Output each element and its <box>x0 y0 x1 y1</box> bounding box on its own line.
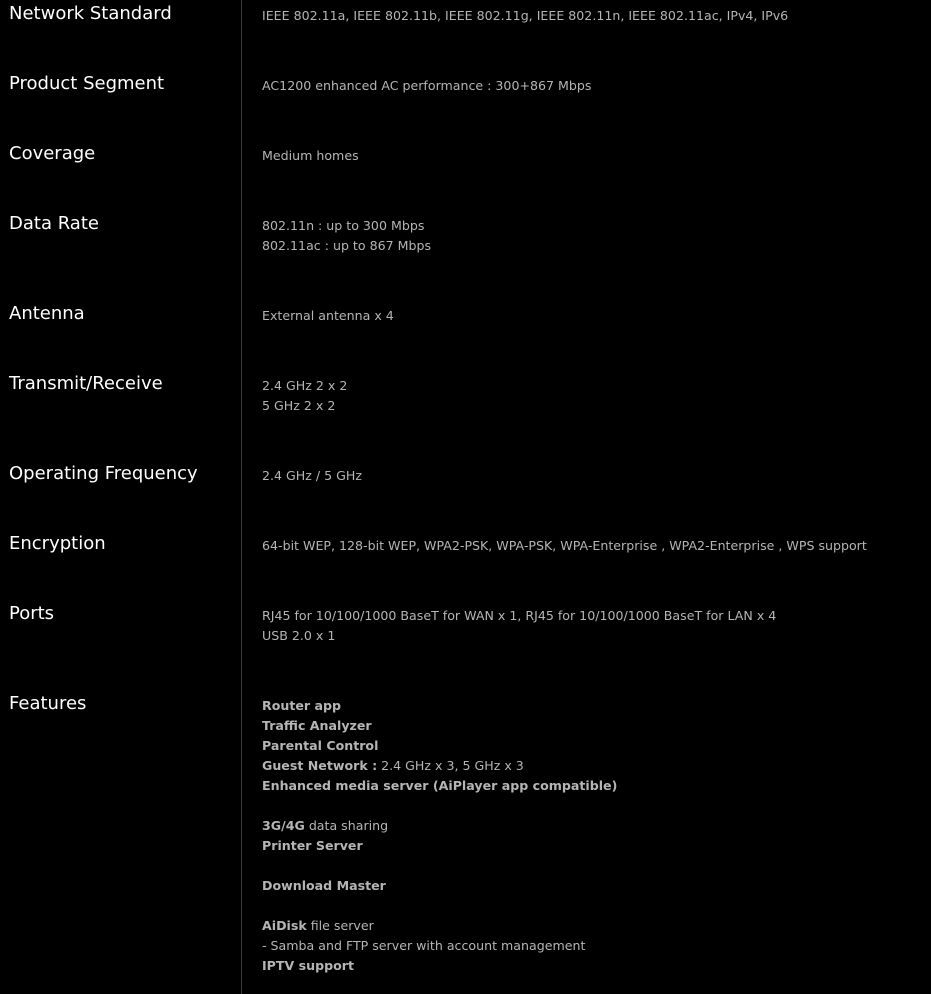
feature-line <box>262 776 617 796</box>
spec-label: Network Standard <box>9 3 172 24</box>
spec-label: Operating Frequency <box>9 463 198 484</box>
feature-name: Download Master <box>262 878 386 893</box>
feature-name: Traffic Analyzer <box>262 718 372 733</box>
spec-value <box>262 606 776 646</box>
feature-detail: data sharing <box>304 818 389 833</box>
feature-name: Guest Network : <box>262 758 378 773</box>
spec-value <box>262 376 347 416</box>
spec-value-line: 802.11ac : up to 867 Mbps <box>262 238 432 253</box>
spec-label: Data Rate <box>9 213 99 234</box>
column-divider <box>241 0 242 994</box>
spec-value-line: 802.11n : up to 300 Mbps <box>262 218 425 233</box>
spec-value-line: IEEE 802.11a, IEEE 802.11b, IEEE 802.11g, IEEE 802.11n, IEEE 802.11ac, IPv4, IPv6 <box>262 8 789 23</box>
feature-line <box>262 916 617 936</box>
feature-detail: 2.4 GHz x 3, 5 GHz x 3 <box>377 758 524 773</box>
spec-value-line: Medium homes <box>262 148 359 163</box>
feature-line <box>262 736 617 756</box>
feature-line <box>262 956 617 976</box>
spec-value <box>262 306 394 326</box>
feature-detail: file server <box>306 918 374 933</box>
spec-label: Features <box>9 693 87 714</box>
feature-name: IPTV support <box>262 958 355 973</box>
feature-name: Parental Control <box>262 738 379 753</box>
spec-label: Coverage <box>9 143 96 164</box>
spec-label: Product Segment <box>9 73 165 94</box>
spec-label: Ports <box>9 603 55 624</box>
feature-line <box>262 816 617 836</box>
spec-value-line: 2.4 GHz 2 x 2 <box>262 378 348 393</box>
spec-value-line: 5 GHz 2 x 2 <box>262 398 336 413</box>
spec-value <box>262 216 431 256</box>
spec-value-line: 64-bit WEP, 128-bit WEP, WPA2-PSK, WPA-PSK, WPA-Enterprise , WPA2-Enterprise , WPS support <box>262 538 867 553</box>
spec-label: Transmit/Receive <box>9 373 163 394</box>
feature-line <box>262 876 617 896</box>
feature-line <box>262 696 617 716</box>
feature-spacer <box>262 896 617 916</box>
spec-value <box>262 696 617 976</box>
spec-value-line: RJ45 for 10/100/1000 BaseT for WAN x 1, RJ45 for 10/100/1000 BaseT for LAN x 4 <box>262 608 777 623</box>
feature-line <box>262 836 617 856</box>
feature-name: Enhanced media server (AiPlayer app compatible) <box>262 778 618 793</box>
feature-line: - Samba and FTP server with account management <box>262 938 586 953</box>
spec-value-line: AC1200 enhanced AC performance : 300+867 Mbps <box>262 78 592 93</box>
spec-value <box>262 466 362 486</box>
feature-spacer <box>262 796 617 816</box>
spec-value <box>262 536 867 556</box>
spec-label: Antenna <box>9 303 85 324</box>
spec-value-line: USB 2.0 x 1 <box>262 628 336 643</box>
feature-line <box>262 716 617 736</box>
spec-value <box>262 6 788 26</box>
feature-name: 3G/4G <box>262 818 305 833</box>
feature-line <box>262 756 617 776</box>
spec-value-line: External antenna x 4 <box>262 308 394 323</box>
feature-name: Router app <box>262 698 341 713</box>
spec-value <box>262 76 591 96</box>
spec-value-line: 2.4 GHz / 5 GHz <box>262 468 362 483</box>
feature-spacer <box>262 856 617 876</box>
feature-name: AiDisk <box>262 918 307 933</box>
spec-label: Encryption <box>9 533 106 554</box>
spec-value <box>262 146 359 166</box>
feature-name: Printer Server <box>262 838 363 853</box>
